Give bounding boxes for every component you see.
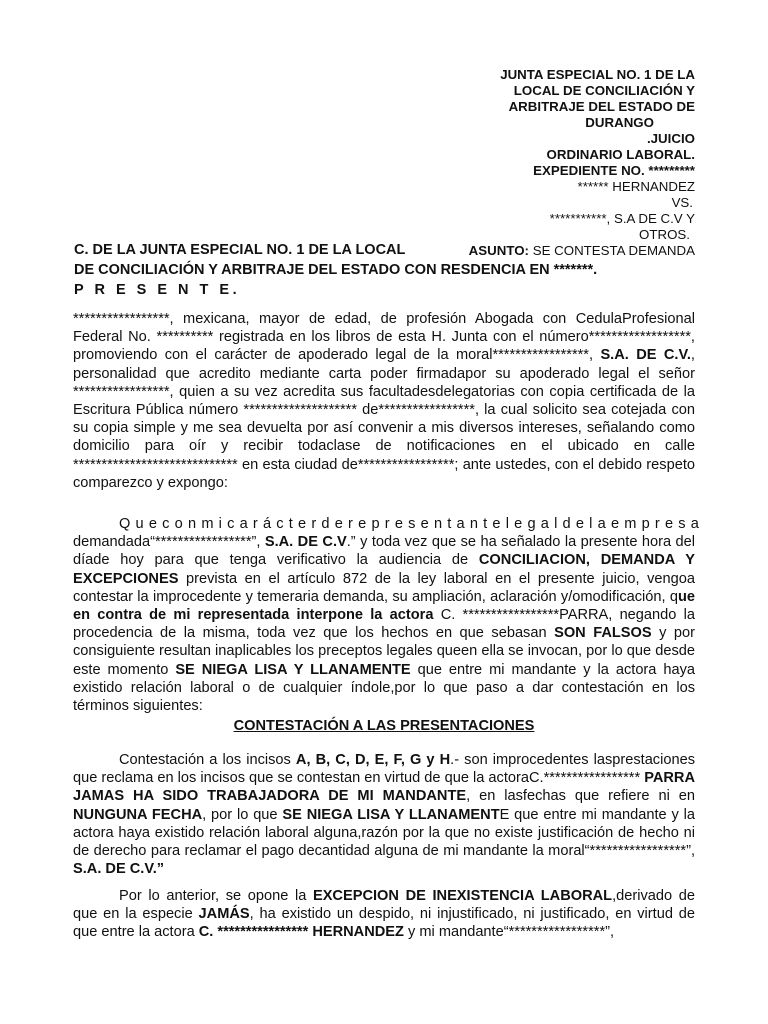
paragraph-text: C. *****************PARRA, negando la procedencia de la misma, toda vez que los hechos en que sebasan [73, 607, 695, 642]
emphasis-text: NUNGUNA FECHA [73, 806, 203, 823]
emphasis-text: PARRA JAMAS HA SIDO TRABAJADORA DE MI MANDANTE [73, 770, 695, 805]
court-name-line: LOCAL DE CONCILIACIÓN Y [513, 83, 695, 98]
court-name-line: JUNTA ESPECIAL NO. 1 DE LA [500, 67, 695, 82]
juicio-line: .JUICIO [646, 131, 695, 146]
emphasis-text: ue en contra de mi representada interpone la actora [73, 588, 695, 624]
expediente-line [430, 163, 695, 179]
emphasis-text: SE NIEGA LISA Y LLANAMENTE [175, 661, 411, 678]
juicio-line: ORDINARIO LABORAL. [546, 147, 695, 162]
exception-name: EXCEPCION DE INEXISTENCIA LABORAL [312, 888, 613, 904]
emphasis-text: SON FALSOS [554, 625, 652, 642]
emphasis-text: JAMÁS [198, 906, 250, 923]
paragraph-text: .- son improcedentes lasprestaciones que reclama en los incisos que se contestan en virtud de que la actoraC.***************** [73, 752, 695, 787]
emphasis-text: SE NIEGA LISA Y LLANAMENT [282, 806, 500, 823]
hearing-type: CONCILIACION, DEMANDA Y EXCEPCIONES [73, 552, 695, 587]
paragraph-personality [73, 310, 695, 492]
case-header [430, 67, 695, 259]
party-two-continued: OTROS. [639, 227, 690, 242]
paragraph-text: .” y toda vez que se ha señalado la presente hora del díade hoy para que tenga verificativo la audiencia de [73, 534, 696, 569]
party-one: ****** HERNANDEZ [577, 179, 695, 194]
paragraph-text: , por lo que [202, 806, 283, 823]
paragraph-text: , personalidad que acredito mediante carta poder firmadapor su apoderado legal el señor *****************, quien a su vez acredita sus facultadesdelegatorias con copia certificada de la Escritura Pública número ******************** de*****************, la cual solicito sea cotejada con su copia simple y me sea devuelta por así convenir a mis diversos intereses, señalando como domicilio para oír y recibir todaclase de notificaciones en el ubicado en calle ***************************** en esta ciudad de*****************; ante ustedes, con el debido respeto comparezco y expongo: [73, 347, 695, 491]
party-two: ***********, S.A DE C.V Y [549, 211, 695, 226]
expediente-value: ********* [644, 163, 695, 178]
addressee-block [74, 240, 714, 300]
versus: VS. [671, 195, 693, 210]
section-heading: CONTESTACIÓN A LAS PRESENTACIONES [233, 718, 535, 734]
presente-line: P R E S E N T E. [74, 282, 241, 298]
spaced-opening-line: Queconmicarácterderepresentantelegaldelaempresa [119, 516, 705, 532]
paragraph-text: , ha existido un despido, ni injustificado, ni justificado, en virtud de que entre la actora [73, 906, 696, 941]
paragraph-text: demandada“*****************”, [73, 534, 265, 551]
paragraph-text: Contestación a los incisos [119, 752, 296, 768]
paragraph-text: *****************, mexicana, mayor de edad, de profesión Abogada con CedulaProfesional Federal No. ********** registrada en los libros de esta H. Junta con el número******************, promoviendo con el carácter de apoderado legal de la moral*****************, [73, 311, 695, 364]
paragraph-text: E que entre mi mandante y la actora haya existido relación laboral alguna,razón por la que no existe justificación de hecho ni de derecho para reclamar el pago decantidad alguna de mi mandante la moral“*****************”, [73, 806, 695, 860]
paragraph-text: ,derivado de que en la especie [73, 888, 695, 923]
paragraph-text: , en lasfechas que refiere ni en [466, 788, 695, 805]
paragraph-text: Por lo anterior, se opone la [119, 888, 313, 904]
paragraph-exception [73, 887, 695, 942]
asunto-label: ASUNTO: [468, 243, 529, 258]
paragraph-text: prevista en el artículo 872 de la ley laboral en el presente juicio, vengoa contestar la improcedente y temeraria demanda, su ampliación, aclaración y/omodificación, q [73, 570, 695, 605]
paragraph-representation [73, 515, 705, 715]
expediente-label: EXPEDIENTE NO. [533, 163, 645, 178]
paragraph-text: y mi mandante“*****************”, [403, 924, 615, 941]
company-name: S.A. DE C.V. [600, 347, 691, 364]
company-name: S.A. DE C.V.” [73, 861, 165, 878]
asunto-value: SE CONTESTA DEMANDA [529, 243, 695, 258]
addressee-line: C. DE LA JUNTA ESPECIAL NO. 1 DE LA LOCAL [74, 242, 406, 258]
paragraph-claims-answer [73, 751, 695, 878]
claims-list: A, B, C, D, E, F, G y H [295, 752, 451, 768]
company-name: S.A. DE C.V [264, 534, 347, 551]
addressee-line: DE CONCILIACIÓN Y ARBITRAJE DEL ESTADO CON RESDENCIA EN *******. [74, 262, 598, 278]
paragraph-text: y por consiguiente resultan inaplicables los preceptos legales queen ella se invocan, por lo que desde este momento [73, 625, 696, 678]
party-name: C. **************** HERNANDEZ [198, 924, 404, 941]
court-name-line: ARBITRAJE DEL ESTADO DE [508, 99, 695, 114]
paragraph-text: que entre mi mandante y la actora haya existido relación laboral o de cualquier índole,por lo que paso a dar contestación en los términos siguientes: [73, 661, 695, 715]
court-name-line: DURANGO [585, 115, 654, 130]
